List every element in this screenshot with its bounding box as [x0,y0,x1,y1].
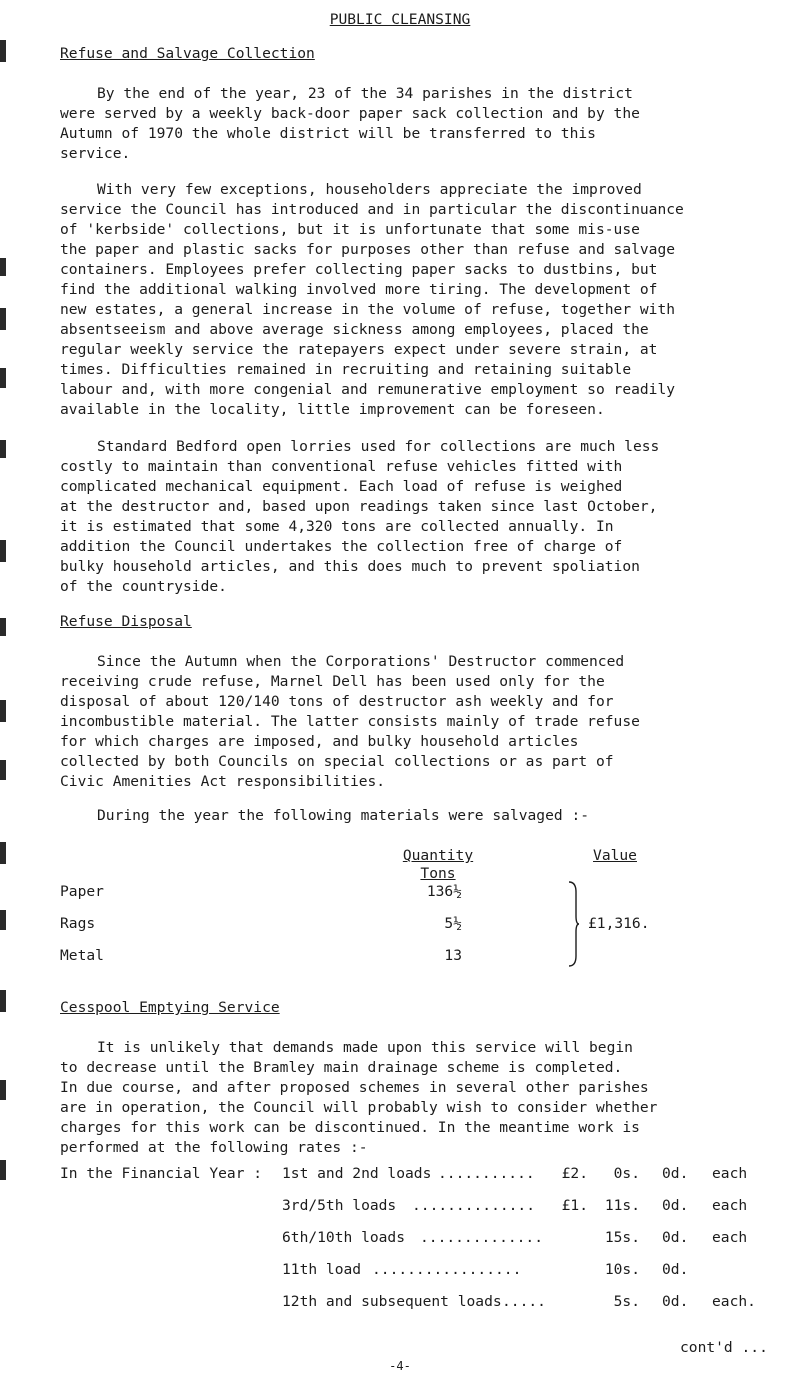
rate-dots: .............. [412,1197,536,1214]
table-row-label: Paper [60,883,104,900]
rate-shillings: 11s. [604,1197,640,1214]
table-cell-quantity: 136½ [426,883,462,900]
rate-suffix: each [712,1197,748,1214]
rate-pounds: £2. [561,1165,588,1182]
paragraph: Since the Autumn when the Corporations' Destructor commenced receiving crude refuse, Marnel Dell has been used only for the disposal of about 120/140 tons of destructor ash weekly and for incombustible material. The latter consists mainly of trade refuse for which charges are imposed, and bulky household articles collected by both Councils on special collections or as part of Civic Amenities Act responsibilities. [60,653,640,790]
rate-dots: ........... [438,1165,535,1182]
table-header-value: Value [593,847,637,864]
rate-shillings: 15s. [604,1229,640,1246]
paragraph: By the end of the year, 23 of the 34 parishes in the district were served by a weekly back-door paper sack collection and by the Autumn of 1970 the whole district will be transferred to this service. [60,85,640,162]
binding-mark [0,368,6,388]
rate-suffix: each [712,1229,748,1246]
paragraph: With very few exceptions, householders appreciate the improved service the Council has introduced and in particular the discontinuance of 'kerbside' collections, but it is unfortunate that some mis-use the paper and plastic sacks for purposes other than refuse and salvage containers. Employees prefer collecting paper sacks to dustbins, but find the additional walking involved more tiring. The development of new estates, a general increase in the volume of refuse, together with absentseeism and above average sickness among employees, placed the regular weekly service the ratepayers expect under severe strain, at times. Difficulties remained in recruiting and retaining suitable labour and, with more congenial and remunerative employment so readily available in the locality, little improvement can be foreseen. [60,181,684,418]
paragraph: Standard Bedford open lorries used for collections are much less costly to maintain than conventional refuse vehicles fitted with complicated mechanical equipment. Each load of refuse is weighed at the destructor and, based upon readings taken since last October, it is estimated that some 4,320 tons are collected annually. In addition the Council undertakes the collection free of charge of bulky household articles, and this does much to prevent spoliation of the countryside. [60,438,660,595]
page-number: -4- [389,1359,411,1373]
rate-shillings: 0s. [613,1165,640,1182]
page-title: PUBLIC CLEANSING [329,11,471,28]
rate-dots: ..... [502,1293,546,1310]
binding-mark [0,308,6,330]
rate-dots: ................. [372,1261,522,1278]
binding-mark [0,258,6,276]
table-row-label: Metal [60,947,104,964]
rate-pence: 0d. [662,1261,689,1278]
binding-mark [0,990,6,1012]
binding-mark [0,1080,6,1100]
section-heading-refuse-disposal: Refuse Disposal [60,613,192,630]
rate-label: 6th/10th loads [282,1229,406,1246]
continued-note: cont'd ... [680,1339,768,1356]
rate-label: 3rd/5th loads [282,1197,397,1214]
rate-shillings: 5s. [613,1293,640,1310]
binding-mark [0,1160,6,1180]
rate-label: 12th and subsequent loads [282,1293,502,1310]
binding-mark [0,842,6,864]
table-row-label: Rags [60,915,96,932]
rate-pence: 0d. [662,1197,689,1214]
rate-pence: 0d. [662,1293,689,1310]
section-heading-refuse-collection: Refuse and Salvage Collection [60,45,315,62]
table-cell-quantity: 13 [444,947,462,964]
rate-pence: 0d. [662,1229,689,1246]
rate-suffix: each [712,1165,748,1182]
table-header-unit: Tons [420,865,456,882]
binding-mark [0,760,6,780]
rate-label: 1st and 2nd loads [282,1165,432,1182]
rate-suffix: each. [712,1293,756,1310]
table-header-quantity: Quantity [402,847,474,864]
paragraph: During the year the following materials were salvaged :- [97,807,590,824]
rates-intro: In the Financial Year : [60,1165,263,1182]
binding-mark [0,540,6,562]
section-heading-cesspool: Cesspool Emptying Service [60,999,280,1016]
rate-pence: 0d. [662,1165,689,1182]
paragraph: It is unlikely that demands made upon this service will begin to decrease until the Bramley main drainage scheme is completed. In due course, and after proposed schemes in several other parishes are in operation, the Council will probably wish to consider whether charges for this work can be discontinued. In the meantime work is performed at the following rates :- [60,1039,658,1156]
table-cell-quantity: 5½ [444,915,462,932]
rate-dots: .............. [420,1229,544,1246]
rate-label: 11th load [282,1261,362,1278]
grouping-brace [566,880,580,968]
binding-mark [0,910,6,930]
rate-pounds: £1. [561,1197,588,1214]
binding-mark [0,440,6,458]
binding-mark [0,618,6,636]
binding-mark [0,700,6,722]
binding-mark [0,40,6,62]
table-cell-value: £1,316. [588,915,650,932]
rate-shillings: 10s. [604,1261,640,1278]
